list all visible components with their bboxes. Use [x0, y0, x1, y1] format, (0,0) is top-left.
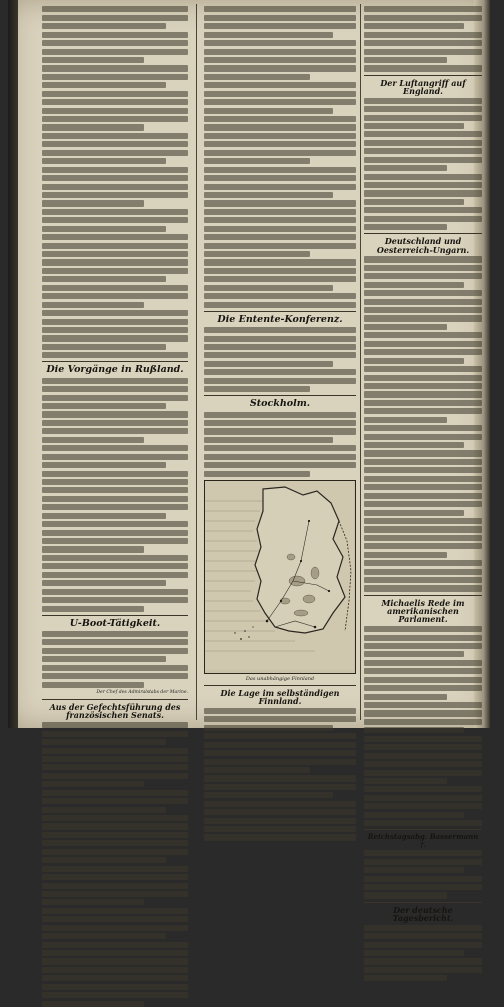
column-left [42, 4, 188, 722]
section-divider [204, 395, 356, 396]
section-divider [364, 233, 482, 234]
newspaper-page [8, 0, 490, 923]
heading-deutschland: Deutschland und Oesterreich-Ungarn. [376, 236, 470, 255]
finland-map-drawing [205, 481, 354, 670]
section-divider [42, 615, 188, 616]
heading-bassermann: Reichstagsabg. Bassermann †. [367, 832, 479, 849]
section-divider [42, 699, 188, 700]
heading-luftangriff: Der Luftangriff auf England. [380, 77, 466, 96]
article-body-top [42, 6, 188, 358]
article-tagesbericht-body [364, 925, 482, 982]
heading-finnland: Die Lage im selbständigen Finnland. [220, 687, 340, 707]
column-rule-1 [196, 4, 197, 720]
binding-spine [8, 0, 18, 728]
heading-uboot: U-Boot-Tätigkeit. [69, 617, 161, 629]
article-stockholm-body [204, 412, 356, 477]
article-body-top [204, 6, 356, 307]
uboot-signature: Der Chef des Admiralstabs der Marine. [96, 689, 188, 695]
heading-michaelis: Michaelis Rede im amerikanischen Parlament. [381, 597, 465, 625]
article-michaelis-body [364, 626, 482, 826]
article-russland-body [42, 378, 188, 612]
heading-stockholm: Stockholm. [249, 398, 311, 410]
article-bassermann-body [364, 850, 482, 898]
heading-senat: Aus der Gefechtsführung des französischen Senats. [49, 702, 181, 721]
article-senat-body [42, 722, 188, 1007]
article-deutschland-body [364, 256, 482, 591]
column-middle [204, 4, 356, 722]
section-divider [364, 595, 482, 596]
article-finnland-body [204, 708, 356, 841]
heading-entente: Die Entente-Konferenz. [217, 313, 343, 325]
column-rule-2 [360, 4, 361, 720]
section-divider [42, 361, 188, 362]
article-luftangriff-body [364, 98, 482, 231]
section-divider [364, 829, 482, 830]
map-caption: Das unabhängige Finnland [245, 675, 315, 682]
article-body-top [364, 6, 482, 71]
section-divider [364, 902, 482, 903]
finland-map [204, 480, 356, 674]
heading-russland: Die Vorgänge in Rußland. [46, 364, 184, 376]
section-divider [204, 311, 356, 312]
article-uboot-body [42, 631, 188, 688]
section-divider [364, 75, 482, 76]
section-divider [204, 685, 356, 686]
article-entente-body [204, 327, 356, 392]
heading-tagesbericht: Der deutsche Tagesbericht. [392, 904, 454, 923]
column-right [364, 4, 482, 923]
